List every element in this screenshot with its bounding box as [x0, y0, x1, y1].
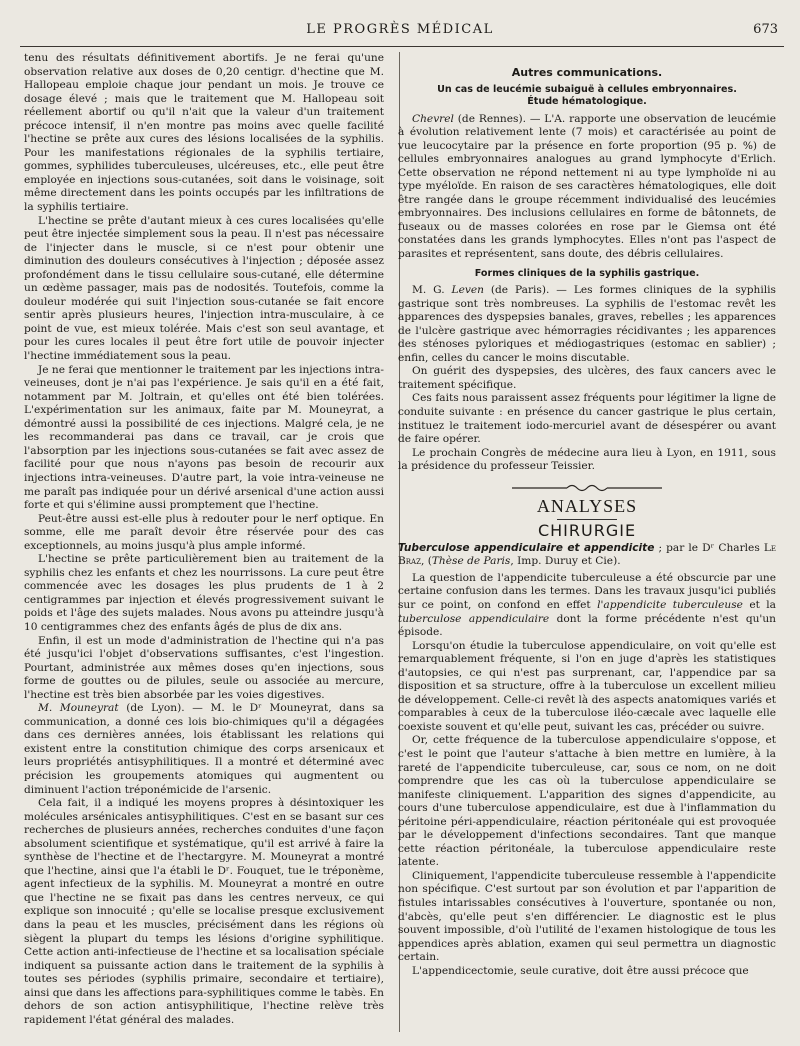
chirurgie-heading: CHIRURGIE [537, 521, 637, 541]
paragraph: On guérit des dyspepsies, des ulcères, des faux cancers avec le traitement spécifique. [398, 365, 776, 391]
author-prefix: M. G. [412, 284, 452, 297]
paragraph [398, 572, 776, 640]
emphasis: tuberculose appendiculaire [398, 612, 550, 625]
paragraph-text: (de Rennes). — L'A. rapporte une observation de leucémie à évolution relativement lente (7 mois) et caractérisée au point de vue leucocytaire par la présence en forte proportion (95 p. %) de cellules embryonnaires analogues au grand lymphocyte d'Erlich. Cette observation ne répond nettement ni au type lymphoïde ni au type myéloïde. En raison de ses caractères hématologiques, elle doit être rangée dans le groupe récemment individualisé des leucémies embryonnaires. Des inclusions cellulaires en forme de bâtonnets, de fuseaux ou de masses colorées en rose par le Giemsa ont été constatées dans les grands lymphocytes. Elles n'ont pas l'aspect de parasites et représentent, sans doute, des débris cellulaires. [398, 112, 776, 261]
article-title: Tuberculose appendiculaire et appendicite [398, 541, 655, 554]
journal-title: LE PROGRÈS MÉDICAL [306, 22, 494, 37]
emphasis: l'appendicite tuberculeuse [597, 599, 743, 611]
paragraph-text: (de Paris). — Les formes cliniques de la syphilis gastrique sont très nombreuses. La syphilis de l'estomac revêt les apparences des dyspepsies banales, graves, rebelles ; les apparences de l'ulcère gastrique avec hémorragies récidivantes ; les apparences des sténoses pyloriques et médiogastriques (estomac en sablier) ; enfin, celles du cancer le moins discutable. [398, 284, 776, 364]
analyses-heading: ANALYSES [536, 495, 638, 516]
paragraph: Enfin, il est un mode d'administration de l'hectine qui n'a pas été jusqu'ici l'objet d'observations suffisantes, c'est l'ingestion. Pourtant, administrée aux mêmes doses qu'en injections, sous forme de gouttes ou de pilules, seule ou associée au mercure, l'hectine est très bien absorbée par les voies digestives. [24, 634, 384, 701]
paragraph-text: dont la forme précédente n'est qu'un épisode. [398, 612, 776, 639]
paragraph-text: et la [742, 599, 776, 611]
subsection-heading [398, 84, 776, 109]
subsection-heading-line: Étude hématologique. [527, 96, 647, 108]
analyses-rule [557, 519, 617, 520]
paragraph-text: (de Lyon). — M. le Dʳ Mouneyrat, dans sa communication, a donné ces lois bio-chimiques qu'il a dégagées dans ces dernières années, lois établissant les relations qui existent entre la constitution chimique des corps arsenicaux et leurs propriétés antisyphilitiques. Il a montré et déterminé avec précision les groupements atomiques qui augmentent ou diminuent l'action tréponémicide de l'arsenic. [24, 702, 384, 796]
header-rule [20, 46, 784, 47]
paragraph: Or, cette fréquence de la tuberculose appendiculaire s'oppose, et c'est le point que l'auteur s'attache à bien mettre en lumière, à la rareté de l'appendicite tuberculeuse, car, sous ce nom, on ne doit comprendre que les cas où la tuberculose appendiculaire se manifeste cliniquement. L'apparition des signes d'appendicite, au cours d'une tuberculose appendiculaire, est due à l'inflammation du péritoine péri-appendiculaire, réaction péritonéale qui est provoquée par le développement d'infections secondaires. Tant que manque cette réaction péritonéale, la tuberculose appendiculaire reste latente. [398, 734, 776, 869]
author-name: M. Mouneyrat [38, 702, 119, 715]
page-number: 673 [753, 22, 778, 37]
article-byline: , ( [420, 555, 432, 568]
paragraph: L'appendicectomie, seule curative, doit être aussi précoce que [412, 964, 749, 977]
paragraph [398, 113, 776, 262]
paragraph: tenu des résultats définitivement abortifs. Je ne ferai qu'une observation relative aux doses de 0,20 centigr. d'hectine que M. Hallopeau emploie chaque jour pendant un mois. Je trouve ce dosage élevé ; mais que le traitement que M. Hallopeau soit réellement abortif ou qu'il n'ait que la valeur d'un traitement précoce intensif, il n'en montre pas moins avec quelle facilité l'hectine se prête aux cures des lésions localisées de la syphilis. Pour les manifestations régionales de la syphilis tertiaire, gommes, syphilides tuberculeuses, ulcéreuses, etc., elle peut être employée en injections sous-cutanées, soit dans le voisinage, soit même directement dans les points occupés par les infiltrations de la syphilis tertiaire. [24, 52, 384, 214]
section-heading: Autres communications. [511, 66, 663, 79]
article-thesis: Thèse de Paris [431, 555, 511, 568]
article-byline: ; par le Dʳ Charles [654, 541, 764, 554]
paragraph: Cliniquement, l'appendicite tuberculeuse ressemble à l'appendicite non spécifique. C'est surtout par son évolution et par l'apparition de fistules intarissables consécutives à l'ouverture, spontanée ou non, d'abcès, qu'elle peut s'en différencier. Le diagnostic est le plus souvent impossible, d'où l'utilité de l'examen histologique de tous les appendices après ablation, examen qui seul permettra un diagnostic certain. [398, 869, 776, 964]
article-publisher: , Imp. Duruy et Cie). [510, 555, 621, 568]
paragraph-text: La question de l'appendicite tuberculeuse a été obscurcie par une certaine confusion dans les termes. Dans les travaux jusqu'ici publiés sur ce point, on confond en effet [398, 571, 776, 611]
article-heading [398, 542, 776, 569]
running-head [0, 22, 800, 44]
author-name: Chevrel [412, 112, 454, 125]
paragraph: Cela fait, il a indiqué les moyens propres à désintoxiquer les molécules arsénicales antisyphilitiques. C'est en se basant sur ces recherches de plusieurs années, recherches conduites d'une façon absolument scientifique et systématique, qu'il est arrivé à faire la synthèse de l'hectine et de l'hectargyre. M. Mouneyrat a montré que l'hectine, ainsi que l'a établi le Dʳ. Fouquet, tue le tréponème, agent infectieux de la syphilis. M. Mouneyrat a montré en outre que l'hectine ne se fixait pas dans les centres nerveux, ce qui explique son innocuité ; qu'elle se localise presque exclusivement dans la peau et les muscles, précisément dans les régions où siègent la plupart du temps les lésions d'origine syphilitique. Cette action anti-infectieuse de l'hectine et sa localisation spéciale indiquent sa puissante action dans le traitement de la syphilis à toutes ses périodes (syphilis primaire, secondaire et tertiaire), ainsi que dans les affections para-syphilitiques comme le tabès. En dehors de son action antisyphilitique, l'hectine relève très rapidement l'état général des malades. [24, 797, 384, 1026]
article-author: Le Braz [398, 541, 776, 568]
right-column [398, 52, 776, 978]
paragraph [24, 702, 384, 797]
paragraph [398, 284, 776, 365]
ornament-icon [512, 482, 662, 494]
paragraph: L'hectine se prête particulièrement bien au traitement de la syphilis chez les enfants et chez les nourrissons. La cure peut être commencée avec les dosages les plus prudents de 1 à 2 centigrammes par injection et élevés progressivement suivant le poids et l'âge des sujets malades. Nous avons pu atteindre jusqu'à 10 centigrammes chez des enfants âgés de plus de dix ans. [24, 553, 384, 633]
paragraph: Je ne ferai que mentionner le traitement par les injections intra-veineuses, dont je n'ai pas l'expérience. Je sais qu'il en a été fait, notamment par M. Joltrain, et qu'elles ont été bien tolérées. L'expérimentation sur les animaux, faite par M. Mouneyrat, a démontré aussi la possibilité de ces injections. Malgré cela, je ne les recommanderai pas dans ce travail, car je crois que l'absorption par les injections sous-cutanées se fait avec assez de facilité pour que nous n'ayons pas besoin de recourir aux injections intra-veineuses. D'autre part, la voie intra-veineuse ne me paraît pas indiquée pour un dérivé arsenical d'une action aussi forte et qui s'élimine aussi promptement que l'hectine. [24, 363, 384, 512]
left-column [24, 52, 384, 1027]
subsection-heading: Formes cliniques de la syphilis gastrique. [474, 267, 700, 279]
subsection-heading-line: Un cas de leucémie subaiguë à cellules embryonnaires. [437, 83, 737, 95]
paragraph: Ces faits nous paraissent assez fréquents pour légitimer la ligne de conduite suivante : en présence du cancer gastrique le plus certain, instituez le traitement iodo-mercuriel avant de désespérer ou avant de faire opérer. [398, 392, 776, 446]
ornament-divider [398, 482, 776, 496]
paragraph: Le prochain Congrès de médecine aura lieu à Lyon, en 1911, sous la présidence du professeur Teissier. [398, 446, 776, 473]
paragraph: L'hectine se prête d'autant mieux à ces cures localisées qu'elle peut être injectée simplement sous la peau. Il n'est pas nécessaire de l'injecter dans le muscle, si ce n'est pour obtenir une diminution des douleurs consécutives à l'injection ; déposée assez profondément dans le tissu cellulaire sous-cutané, elle détermine un œdème passager, mais pas de nodosités. Toutefois, comme la douleur modérée qui suit l'injection sous-cutanée se fait encore sentir après plusieurs heures, l'injection intra-musculaire, à ce point de vue, est mieux tolérée. Mais c'est son seul avantage, et pour les cures locales il peut être fort utile de pouvoir injecter l'hectine immédiatement sous la peau. [24, 214, 384, 363]
paragraph: Lorsqu'on étudie la tuberculose appendiculaire, on voit qu'elle est remarquablement fréquente, si l'on en juge d'après les statistiques d'autopsies, ce qui n'est pas surprenant, car, l'appendice par sa disposition et sa structure, offre à la tuberculose un excellent milieu de développement. Celle-ci revêt là des aspects anatomiques variés et comparables à ceux de la tuberculose iléo-cæcale avec laquelle elle coexiste souvent et qu'elle peut, suivant les cas, précéder ou suivre. [398, 639, 776, 733]
paragraph: Peut-être aussi est-elle plus à redouter pour le nerf optique. En somme, elle me paraît devoir être réservée pour des cas exceptionnels, au moins jusqu'à plus ample informé. [24, 512, 384, 552]
author-name: Leven [451, 284, 484, 297]
